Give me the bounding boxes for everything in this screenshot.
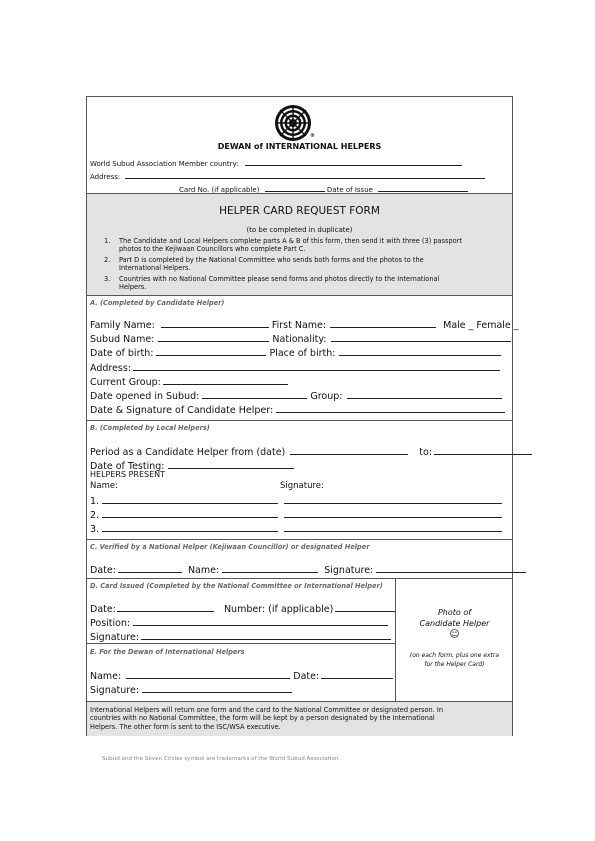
header-address-label: Address: [90, 173, 121, 181]
first-name-field[interactable] [330, 318, 436, 328]
section-d-position-field[interactable] [133, 616, 388, 626]
birth-row: Date of birth: Place of birth: [90, 346, 501, 359]
header-address-field[interactable] [125, 169, 485, 179]
helper-name-header: Name: [90, 481, 118, 491]
section-e-date-field[interactable] [321, 669, 393, 679]
dob-field[interactable] [156, 346, 266, 356]
helper-name-field[interactable] [102, 522, 278, 532]
helper-row-3: 3. [90, 522, 502, 535]
form-subtitle: (to be completed in duplicate) [246, 226, 353, 234]
photo-box-note: (on each form, plus one extra for the Helper Card) [409, 652, 500, 668]
header-address-row [90, 169, 485, 181]
pob-field[interactable] [339, 346, 501, 356]
section-d-position-row: Position: [90, 616, 388, 629]
section-d-number-field[interactable] [335, 602, 395, 612]
subud-name-field[interactable] [158, 332, 269, 342]
photo-box-label: Photo of Candidate Helper ☺ [419, 608, 490, 640]
candidate-signature-field[interactable] [276, 403, 505, 413]
smiley-icon: ☺ [449, 629, 460, 640]
card-no-label: Card No. (if applicable) [179, 186, 260, 194]
seven-circles-logo-icon [273, 103, 313, 143]
section-b-heading: B. (Completed by Local Helpers) [90, 424, 210, 432]
date-opened-row: Date opened in Subud: Group: [90, 389, 502, 402]
helper-signature-field[interactable] [284, 494, 502, 504]
section-a-heading: A. (Completed by Candidate Helper) [90, 299, 225, 307]
member-country-row [90, 156, 462, 168]
card-no-field[interactable] [265, 182, 325, 192]
section-e-name-row: Name: Date: [90, 669, 393, 682]
section-c-row: Date: Name: Signature: [90, 563, 526, 576]
section-d-date-field[interactable] [117, 602, 214, 612]
period-row: Period as a Candidate Helper from (date) to: [90, 445, 532, 458]
instruction-item: 3. Countries with no National Committee please send forms and photos directly to the International Helpers. [104, 275, 440, 292]
helper-signature-field[interactable] [284, 522, 502, 532]
period-from-field[interactable] [290, 445, 408, 455]
section-d-signature-field[interactable] [141, 630, 391, 640]
section-e-signature-field[interactable] [142, 683, 292, 693]
date-testing-row: Date of Testing: [90, 459, 294, 472]
helper-row-2: 2. [90, 508, 502, 521]
current-group-row: Current Group: [90, 375, 288, 388]
helper-name-field[interactable] [102, 494, 278, 504]
address-row: Address: [90, 361, 500, 374]
section-c-name-field[interactable] [222, 563, 318, 573]
family-name-field[interactable] [161, 318, 269, 328]
group-field[interactable] [347, 389, 502, 399]
member-country-field[interactable] [245, 156, 462, 166]
section-e-heading: E. For the Dewan of International Helpers [90, 648, 245, 656]
trademark-notice: Subud and the Seven Circles symbol are trademarks of the World Subud Association [102, 756, 339, 762]
helper-signature-field[interactable] [284, 508, 502, 518]
helper-row-1: 1. [90, 494, 502, 507]
section-e-signature-row: Signature: [90, 683, 292, 696]
instruction-item: 2. Part D is completed by the National Committee who sends both forms and the photos to the International Helpers. [104, 256, 424, 273]
footer-note: International Helpers will return one form and the card to the National Committee or designated person. In countries with no National Committee, the form will be kept by a person designated by the International Helpers. The other form is sent to the ISC/WSA executive. [90, 706, 444, 731]
section-e-name-field[interactable] [126, 669, 290, 679]
member-country-label: World Subud Association Member country: [90, 160, 239, 168]
instruction-item: 1. The Candidate and Local Helpers complete parts A & B of this form, then send it with three (3) passport photos to the Kejiwaan Councillors who complete Part C. [104, 237, 462, 254]
section-d-signature-row: Signature: [90, 630, 391, 643]
current-group-field[interactable] [163, 375, 288, 385]
candidate-signature-row: Date & Signature of Candidate Helper: [90, 403, 505, 416]
helper-card-form [86, 96, 519, 736]
family-name-row: Family Name: First Name: Male _ Female _ [90, 320, 519, 331]
helper-signature-header: Signature: [280, 481, 324, 491]
date-of-issue-field[interactable] [378, 182, 468, 192]
section-c-signature-field[interactable] [376, 563, 526, 573]
address-field[interactable] [133, 361, 500, 371]
section-d-date-row: Date: Number: (if applicable) [90, 602, 395, 615]
period-to-field[interactable] [434, 445, 532, 455]
date-of-issue-label: Date of Issue [326, 186, 373, 194]
helpers-present-label: HELPERS PRESENT [90, 470, 166, 479]
section-c-heading: C. Verified by a National Helper (Kejiwaan Councillor) or designated Helper [90, 543, 370, 551]
sex-selector[interactable]: Male _ Female _ [443, 320, 519, 331]
nationality-field[interactable] [331, 332, 511, 342]
date-testing-field[interactable] [168, 459, 294, 469]
section-d-heading: D. Card Issued (Completed by the National Committee or International Helper) [90, 582, 383, 590]
helper-name-field[interactable] [102, 508, 278, 518]
date-opened-field[interactable] [202, 389, 307, 399]
section-c-date-field[interactable] [118, 563, 182, 573]
registered-mark: ® [310, 133, 315, 139]
subud-name-row: Subud Name: Nationality: [90, 332, 511, 345]
organization-title: DEWAN of INTERNATIONAL HELPERS [217, 142, 382, 151]
form-title: HELPER CARD REQUEST FORM [219, 205, 380, 217]
